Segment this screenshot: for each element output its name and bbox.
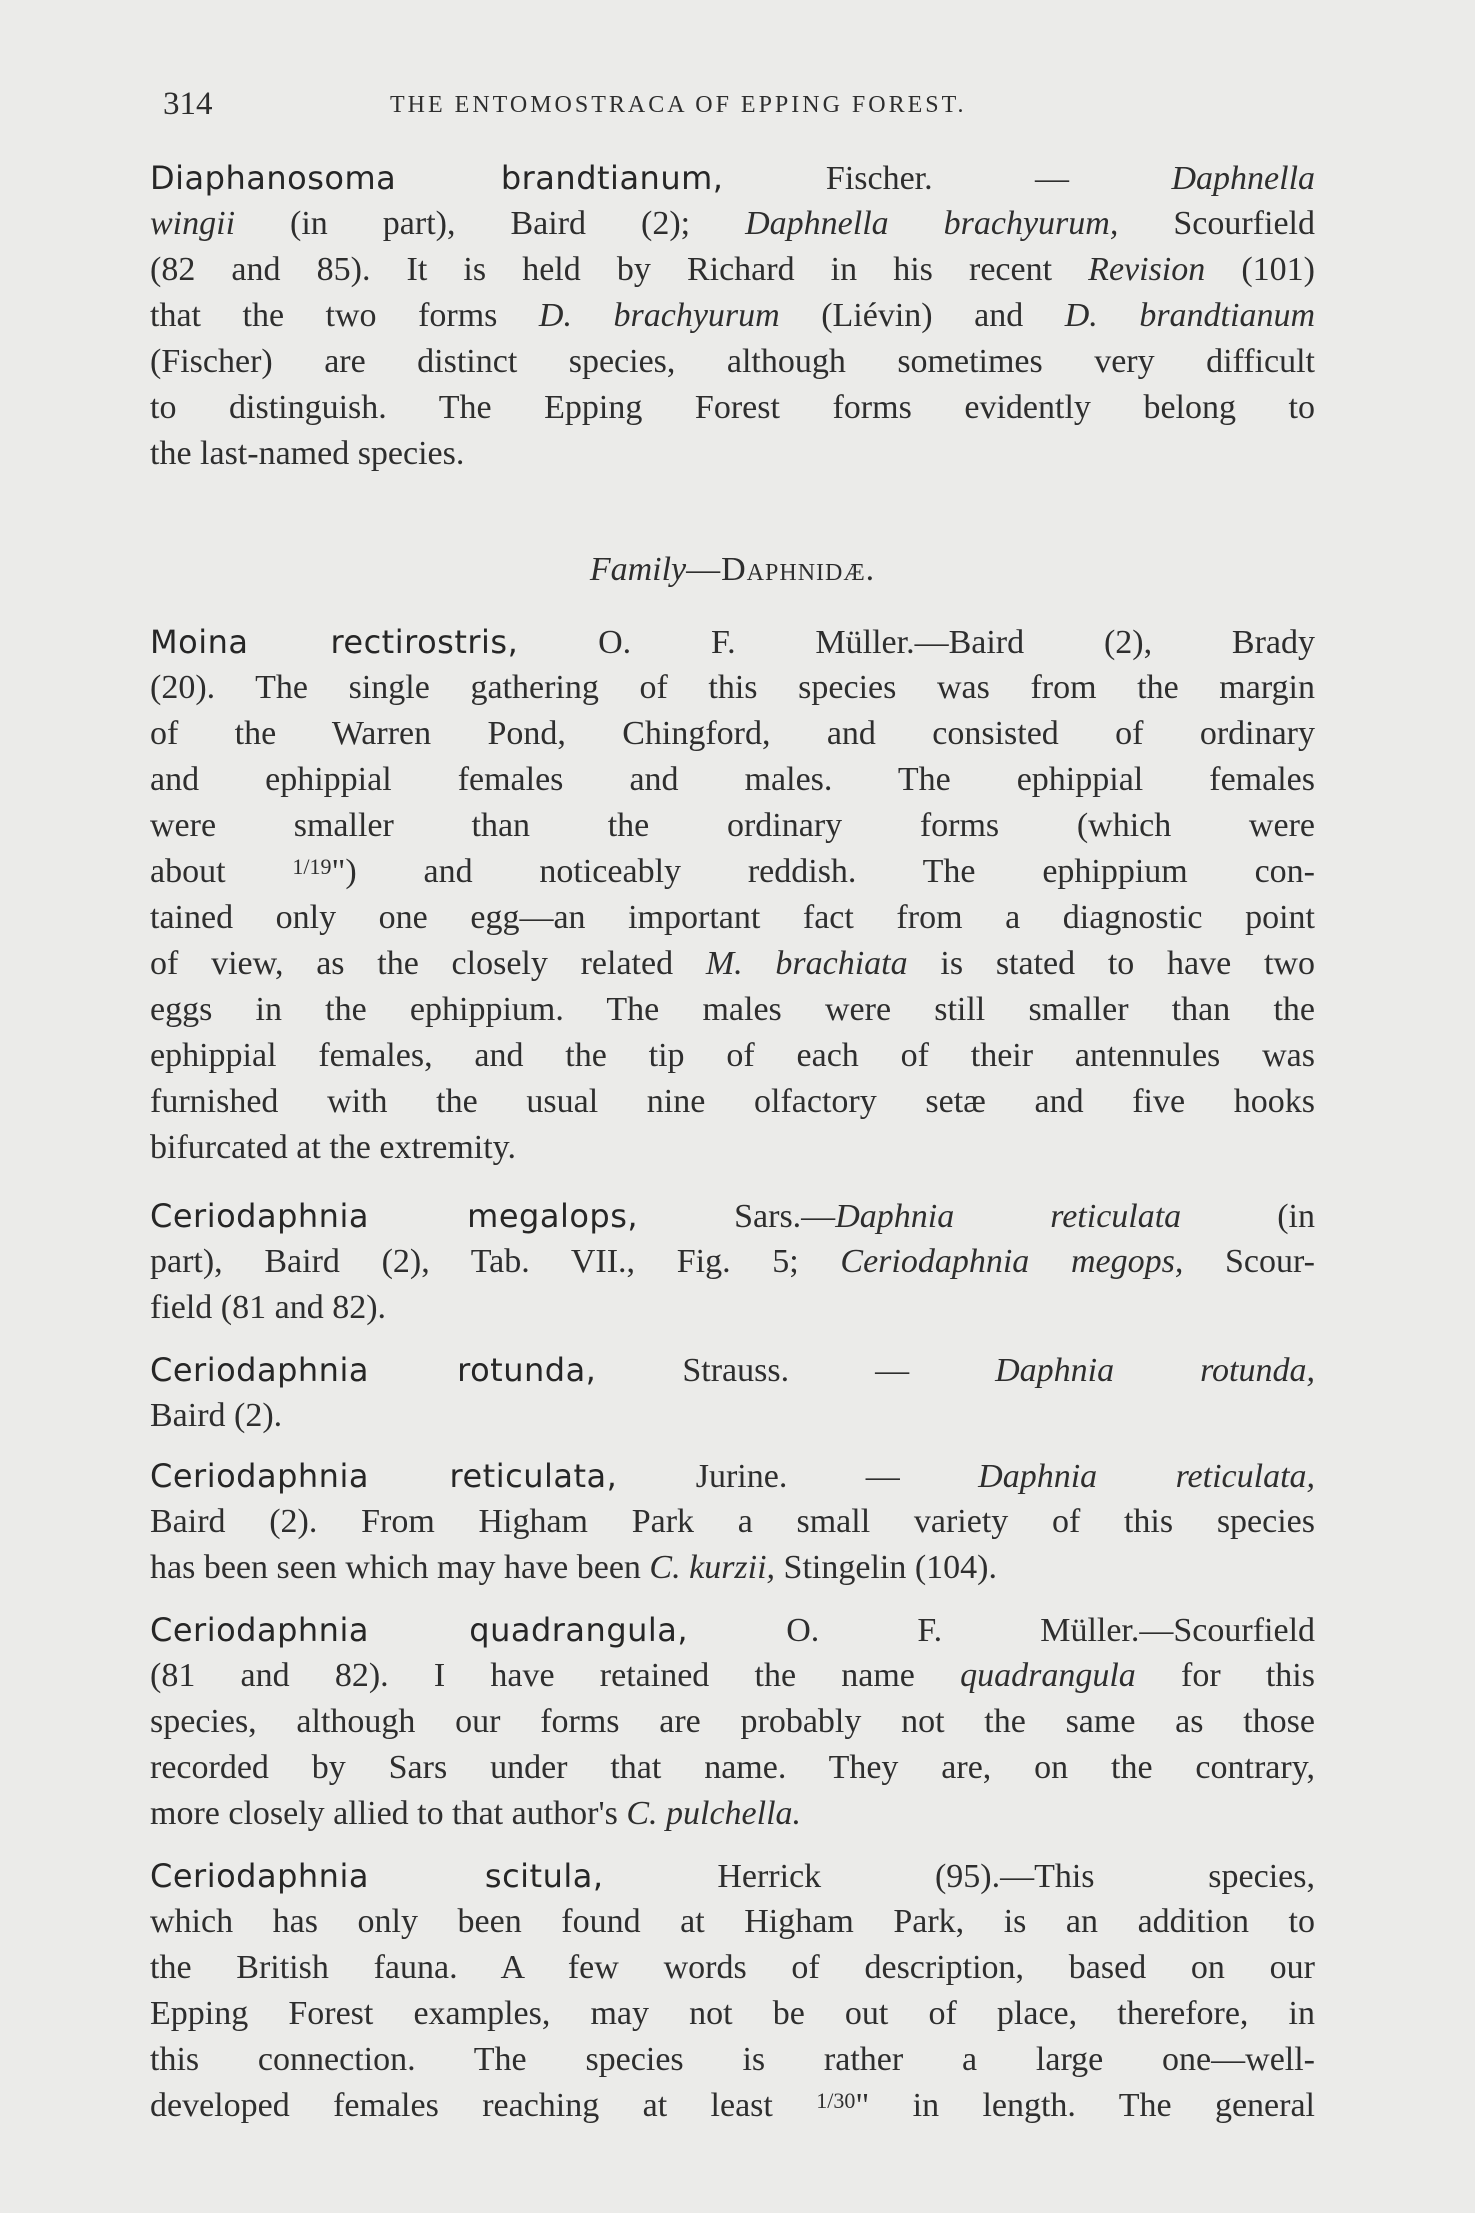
text-line-9: (20). The single gathering of this species was from the margin: [150, 669, 1315, 706]
text-line-26: Baird (2). From Higham Park a small variety of this species: [150, 1503, 1315, 1540]
text-line-34: which has only been found at Higham Park, is an addition to: [150, 1903, 1315, 1940]
species-name: Ceriodaphnia quadrangula,: [150, 1611, 689, 1649]
text-line-12: were smaller than the ordinary forms (which were: [150, 807, 1315, 844]
species-name: Diaphanosoma brandtianum,: [150, 159, 724, 197]
text-line-23: Ceriodaphnia rotunda, Strauss. — Daphnia rotunda,: [150, 1351, 1316, 1389]
text-line-7: the last-named species.: [150, 435, 465, 472]
text-line-28: Ceriodaphnia quadrangula, O. F. Müller.—Scourfield: [150, 1611, 1316, 1649]
text-line-30: species, although our forms are probably not the same as those: [150, 1703, 1315, 1740]
text-line-20: Ceriodaphnia megalops, Sars.—Daphnia reticulata (in: [150, 1197, 1315, 1235]
text-line-32: more closely allied to that author's C. pulchella.: [150, 1795, 802, 1832]
text-line-36: Epping Forest examples, may not be out of place, therefore, in: [150, 1995, 1315, 2032]
text-line-22: field (81 and 82).: [150, 1289, 387, 1326]
text-line-15: of view, as the closely related M. brachiata is stated to have two: [150, 945, 1315, 982]
text-line-1: Diaphanosoma brandtianum, Fischer. — Daphnella: [150, 159, 1316, 197]
text-line-24: Baird (2).: [150, 1397, 283, 1434]
text-line-29: (81 and 82). I have retained the name quadrangula for this: [150, 1657, 1315, 1694]
text-line-11: and ephippial females and males. The ephippial females: [150, 761, 1315, 798]
species-name: Ceriodaphnia megalops,: [150, 1197, 639, 1235]
text-line-33: Ceriodaphnia scitula, Herrick (95).—This species,: [150, 1857, 1315, 1895]
text-line-14: tained only one egg—an important fact from a diagnostic point: [150, 899, 1315, 936]
text-line-21: part), Baird (2), Tab. VII., Fig. 5; Ceriodaphnia megops, Scour-: [150, 1243, 1315, 1280]
text-line-2: wingii (in part), Baird (2); Daphnella brachyurum, Scourfield: [150, 205, 1315, 242]
text-line-10: of the Warren Pond, Chingford, and consisted of ordinary: [150, 715, 1315, 752]
family-heading: Family—Daphnidæ.: [589, 551, 876, 588]
species-name: Ceriodaphnia reticulata,: [150, 1457, 618, 1495]
page-header: [0, 86, 1475, 126]
text-line-27: has been seen which may have been C. kurzii, Stingelin (104).: [150, 1549, 997, 1586]
text-line-35: the British fauna. A few words of description, based on our: [150, 1949, 1315, 1986]
text-line-16: eggs in the ephippium. The males were still smaller than the: [150, 991, 1315, 1028]
text-line-19: bifurcated at the extremity.: [150, 1129, 516, 1166]
text-line-8: Moina rectirostris, O. F. Müller.—Baird (2), Brady: [150, 623, 1315, 661]
text-line-38: developed females reaching at least $^{1/30}$" in length. The general: [150, 2087, 1315, 2124]
text-line-17: ephippial females, and the tip of each of their antennules was: [150, 1037, 1315, 1074]
text-line-6: to distinguish. The Epping Forest forms evidently belong to: [150, 389, 1315, 426]
fraction: 1/30: [816, 2088, 856, 2113]
page-number: 314: [163, 86, 213, 122]
species-name: Moina rectirostris,: [150, 623, 519, 661]
species-name: Ceriodaphnia scitula,: [150, 1857, 604, 1895]
text-line-31: recorded by Sars under that name. They are, on the contrary,: [150, 1749, 1315, 1786]
text-line-18: furnished with the usual nine olfactory setæ and five hooks: [150, 1083, 1315, 1120]
text-line-3: (82 and 85). It is held by Richard in his recent Revision (101): [150, 251, 1315, 288]
fraction: 1/19: [292, 854, 332, 879]
running-title: THE ENTOMOSTRACA OF EPPING FOREST.: [390, 92, 967, 118]
text-line-13: about $^{1/19}$") and noticeably reddish. The ephippium con-: [150, 853, 1315, 890]
text-line-37: this connection. The species is rather a large one—well-: [150, 2041, 1315, 2078]
text-line-5: (Fischer) are distinct species, although sometimes very difficult: [150, 343, 1315, 380]
species-name: Ceriodaphnia rotunda,: [150, 1351, 597, 1389]
text-line-25: Ceriodaphnia reticulata, Jurine. — Daphnia reticulata,: [150, 1457, 1316, 1495]
text-line-4: that the two forms D. brachyurum (Liévin) and D. brandtianum: [150, 297, 1315, 334]
